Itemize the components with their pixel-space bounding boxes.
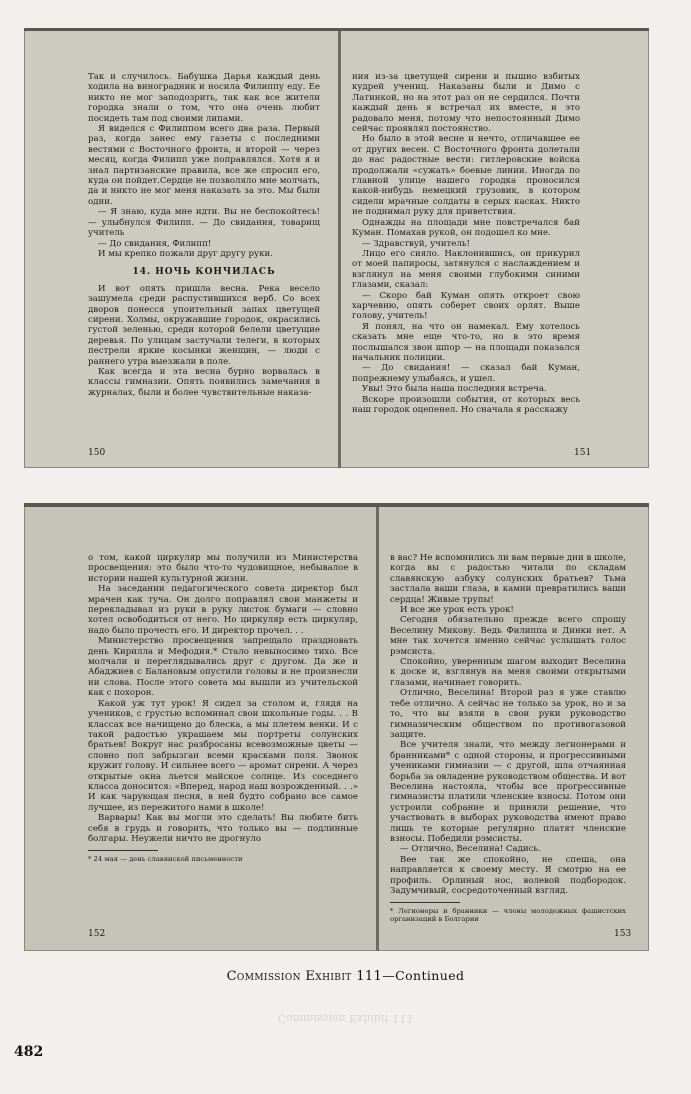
- paragraph: о том, какой циркуляр мы получили из Министерства просвещения: это было что-то чудовищное, небывалое в истории нашей культурной жизни.: [88, 553, 358, 584]
- paragraph: Однажды на площади мне повстречался бай Куман. Помахав рукой, он подошел ко мне.: [352, 217, 580, 239]
- page-150-text: [88, 72, 320, 432]
- paragraph: Увы! Это была наша последняя встреча.: [362, 384, 547, 395]
- footnote: * Легионеры и бранники — члены молодежных фашистских организаций в Болгарии: [390, 907, 626, 924]
- page-151-text: [352, 72, 580, 432]
- bleed-through-text: Commission Exhibit 111: [277, 1012, 414, 1025]
- top-page-spread-photo: [24, 28, 649, 468]
- paragraph: Спокойно, уверенным шагом выходит Веселина к доске и, взглянув на меня своими открытыми глазами, начинает говорить.: [390, 657, 626, 688]
- photo-edge: [24, 28, 649, 31]
- paragraph: И вот опять пришла весна. Река весело зашумела среди распустившихся верб. Со всех дворов понесся упоительный запах цветущей сирени. Холмы, окружавшие городок, окрасились густой зеленью, среди которой белели цветущие деревья. По улицам застучали телеги, в которых пестрели яркие косынки женщин, — люди с раннего утра выезжали в поле.: [88, 283, 320, 367]
- paragraph: И мы крепко пожали друг другу руки.: [98, 248, 273, 259]
- paragraph: Сегодня обязательно прежде всего спрошу Веселину Микову. Ведь Филиппа и Динки нет. А мне так хочется именно сейчас услышать голос рэмсиста.: [390, 615, 626, 657]
- caption-label: Commission Exhibit 111: [226, 969, 383, 984]
- paragraph: в вас? Не вспомнились ли вам первые дни в школе, когда вы с радостью читали по складам славянскую азбуку солунских братьев? Тьма застлала ваши глаза, в камни превратились ваши сердца! Живые трупы!: [390, 553, 626, 605]
- paragraph: ния из-за цветущей сирени и пышно взбитых кудрей учениц. Наказаны были и Димо с Латинкой, но на этот раз он не сердился. Почти каждый день я встречал их вместе, и это радовало меня, потому что непостоянный Димо сейчас проявлял постоянство.: [352, 72, 580, 135]
- paragraph: И все же урок есть урок!: [400, 605, 514, 616]
- paragraph: Я виделся с Филиппом всего два раза. Первый раз, когда занес ему газеты с последними вестями с Восточного фронта, и второй — через месяц, когда Филипп уже поправлялся. Хотя я и знал партизанские правила, все же спросил его, куда он пойдет.Сердце не позволяло мне молчать, да и никто не мог меня наказать за это. Мы были одни.: [88, 124, 320, 207]
- footnote-rule: [88, 850, 158, 851]
- paragraph: — Скоро бай Куман опять откроет свою харчевню, опять соберет своих орлят. Выше голову, учитель!: [352, 290, 580, 322]
- page-number: 150: [88, 448, 106, 458]
- page-152-text: [88, 553, 358, 925]
- paragraph: Отлично, Веселина! Второй раз я уже ставлю тебе отлично. А сейчас не только за урок, но и за то, что вы взяли в свои руки руководство гимназическим обществом по противогазовой защите.: [390, 688, 626, 740]
- book-gutter: [338, 28, 341, 468]
- footnote: * 24 мая — день славянской письменности: [88, 855, 243, 864]
- caption-suffix: —Continued: [382, 968, 465, 983]
- paragraph: Министерство просвещения запрещало праздновать день Кирилла и Мефодия.* Стало невыносимо тихо. Все молчали и переглядывались друг с другом. Да же и Абаджиев с Балановым опустили головы и не произнесли ни слова. После этого совета мы вышли из учительской как с похорон.: [88, 636, 358, 699]
- paragraph: Все учителя знали, что между легионерами и бранниками* с одной стороны, и прогрессивными учениками гимназии — с другой, шла отчаянная борьба за овладение руководством общества. И вот Веселина настояла, чтобы все прогрессивные гимназисты платили членские взносы. Потом они устроили собрание и приняли решение, что участвовать в выборах руководства имеют право лишь те которые регулярно платят членские взносы. Победили рэмсисты.: [390, 740, 626, 844]
- paragraph: Какой уж тут урок! Я сидел за столом и, глядя на учеников, с грустью вспоминал свои школьные годы. . . В классах все начищено до блеска, а мы плетем венки. И с такой радостью украшаем мы портреты солунских братьев! Вокруг нас разбросаны всевозможные цветы — словно пол забрызган всеми красками поля. Звонок кружит голову. И сильнее всего — аромат сирени. А через открытые окна льется майское солнце. Из соседнего класса доносится: «Вперед, народ наш возрожденный. . .» И как чарующая песня, в ней будто собрано все самое лучшее, из пережитого нами в школе!: [88, 698, 358, 813]
- document-page-number: 482: [14, 1044, 44, 1060]
- paragraph: Но было в этой весне и нечто, отличавшее ее от других весен. С Восточного фронта долетали до нас радостные вести: гитлеровские войска продолжали «сужать» боевые линии. Иногда по главной улице нашего городка проносился какой-нибудь немецкий грузовик, в котором сидели мрачные солдаты в серых касках. Никто не поднимал руку для приветствия.: [352, 134, 580, 218]
- book-gutter: [376, 503, 379, 951]
- exhibit-caption: [0, 968, 691, 984]
- footnote-rule: [390, 902, 460, 903]
- paragraph: На заседании педагогического совета директор был мрачен как туча. Он долго поправлял свои манжеты и перекладывал из руки в руку листок бумаги — словно хотел освободиться от него. Но циркуляр есть циркуляр, надо было прочесть его. И директор прочел. . .: [88, 584, 358, 636]
- page-number: 151: [574, 448, 592, 458]
- paragraph: Лицо его сияло. Наклонившись, он прикурил от моей папиросы, затянулся с наслаждением и взглянул на меня своими глубокими синими глазами, сказал:: [352, 248, 580, 291]
- paragraph: Вскоре произошли события, от которых весь наш городок оцепенел. Но сначала я расскажу: [352, 394, 580, 415]
- bottom-page-spread-photo: [24, 503, 649, 951]
- paragraph: — До свидания, Филипп!: [98, 238, 212, 249]
- paragraph: Я понял, на что он намекал. Ему хотелось сказать мне еще что-то, но в это время послышался звон шпор — на площади показался начальник полиции.: [352, 321, 580, 363]
- paragraph: Вее так же спокойно, не спеша, она направляется к своему месту. Я смотрю на ее профиль. Орлиный нос, волевой подбородок. Задумчивый, сосредоточенный взгляд.: [390, 854, 626, 896]
- paragraph: — Отлично, Веселина! Садись.: [400, 844, 541, 855]
- page-153-text: [390, 553, 626, 925]
- paragraph: Варвары! Как вы могли это сделать! Вы любите бить себя в грудь и говорить, что только вы — подлинные болгары. Неужели ничто не дрогнуло: [88, 813, 358, 844]
- page-number: 152: [88, 929, 106, 939]
- page-number: 153: [614, 929, 632, 939]
- chapter-heading: 14. НОЧЬ КОНЧИЛАСЬ: [132, 267, 276, 278]
- paragraph: — Здравствуй, учитель!: [362, 238, 470, 249]
- paragraph: Так и случилось. Бабушка Дарья каждый день ходила на виноградник и носила Филиппу еду. Ее никто не мог заподозрить, так как все жители городка знали о том, что она очень любит посидеть там под своими липами.: [88, 72, 320, 124]
- photo-edge: [24, 503, 649, 507]
- paragraph: — До свидания! — сказал бай Куман, попрежнему улыбаясь, и ушел.: [352, 363, 580, 384]
- paragraph: Как всегда и эта весна бурно ворвалась в классы гимназии. Опять появились замечания в журналах, были и более чувствительные наказа-: [88, 366, 320, 398]
- paragraph: — Я знаю, куда мне идти. Вы не беспокойтесь! — улыбнулся Филипп. — До свидания, товарищ учитель: [88, 207, 320, 239]
